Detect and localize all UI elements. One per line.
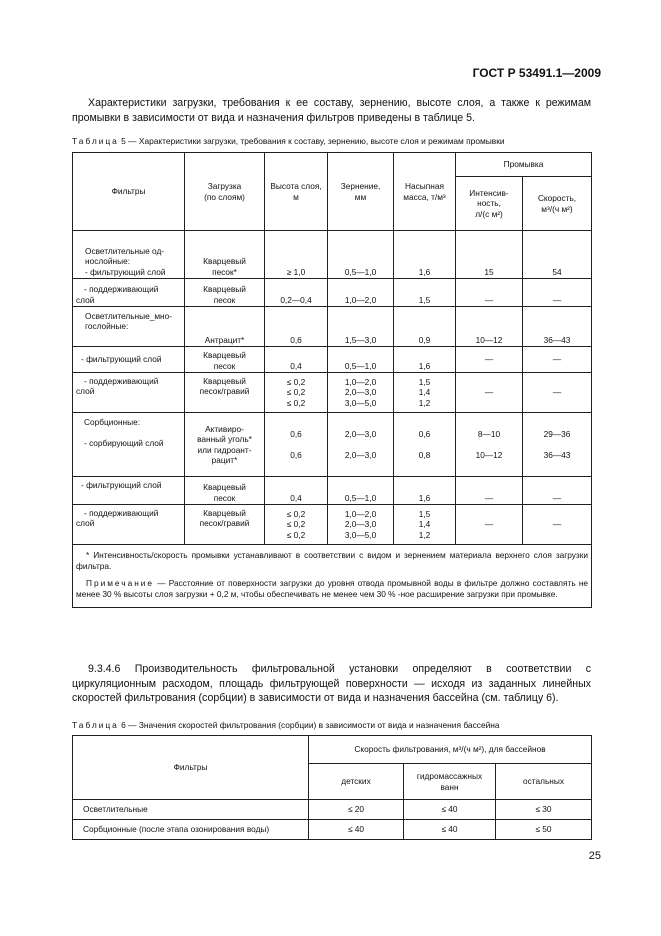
table-row: Осветлительные ≤ 20 ≤ 40 ≤ 30 [73,800,592,820]
table5-footnote: * Интенсивность/скорость промывки устанавливают в соответствии с видом и зернением материала верхнего слоя загрузки фильтра. [76,550,589,571]
page-number: 25 [588,850,601,862]
th-bulk: Насыпная масса, т/м³ [394,153,456,231]
th-speed: Скорость, м³/(ч м²) [523,177,592,231]
table5-notes-row [73,545,592,608]
table6-caption [72,720,500,730]
th6-kids: детских [309,764,404,800]
table-row: Осветлительные_мно- гослойные: Антрацит* 0,6 1,5—3,0 0,9 10—12 36—43 [73,307,592,347]
th6-filters: Фильтры [73,736,309,800]
th-grain: Зернение, мм [328,153,394,231]
th6-hydro: гидромассажных ванн [404,764,496,800]
table5-caption [72,136,505,146]
th-height: Высота слоя, м [265,153,328,231]
table-row: - поддерживающий слой Кварцевый песок/гравий ≤ 0,2 ≤ 0,2 ≤ 0,2 1,0—2,0 2,0—3,0 3,0—5,0 1,5 1,4 1,2 — — [73,505,592,545]
th6-other: остальных [496,764,592,800]
th-filters: Фильтры [73,153,185,231]
th-intensity: Интенсив- ность, л/(с м²) [456,177,523,231]
table5-note: Примечание — Расстояние от поверхности загрузки до уровня отвода промывной воды в фильтре должно составлять не менее 30 % высоты слоя загрузки + 0,2 м, чтобы обеспечивать не менее чем 30 % -ное расширение загрузки при промывке. [76,578,589,599]
th-load: Загрузка (по слоям) [185,153,265,231]
table-row: - поддерживающий слой Кварцевый песок/гравий ≤ 0,2 ≤ 0,2 ≤ 0,2 1,0—2,0 2,0—3,0 3,0—5,0 1,5 1,4 1,2 — — [73,373,592,413]
table-row: - поддерживающий слой Кварцевый песок 0,2—0,4 1,0—2,0 1,5 — — [73,279,592,307]
table-row: - фильтрующий слой Кварцевый песок 0,4 0,5—1,0 1,6 — — [73,347,592,373]
table5-caption-text: 5 — Характеристики загрузки, требования к составу, зернению, высоте слоя и режимам промывки [121,136,505,146]
table6-caption-label: Таблица [72,720,119,730]
table-6 [72,735,592,840]
table-row: - фильтрующий слой Кварцевый песок 0,4 0,5—1,0 1,6 — — [73,477,592,505]
table-row: Сорбционные: - сорбирующий слой Активиро- ванный уголь* или гидроант- рацит* 0,6 0,6 2,0—3,0 2,0—3,0 0,6 0,8 8—10 10—12 29—36 36—43 [73,413,592,477]
table5-caption-label: Таблица [72,136,119,146]
table6-caption-text: 6 — Значения скоростей фильтрования (сорбции) в зависимости от вида и назначения бассейна [121,720,500,730]
th6-speed: Скорость фильтрования, м³/(ч м²), для бассейнов [309,736,592,764]
document-id: ГОСТ Р 53491.1—2009 [472,66,601,80]
intro-paragraph: Характеристики загрузки, требования к ее составу, зернению, высоте слоя, а также к режимам промывки в зависимости от вида и назначения фильтров приведены в таблице 5. [72,97,591,124]
table-5 [72,152,592,608]
section-9-3-4-6: 9.3.4.6 Производительность фильтровальной установки определяют в соответствии с циркуляционным расходом, площадь фильтрующей поверхности — исходя из заданных линейных скоростей фильтрования (сорбции) в зависимости от вида и назначения бассейна (см. таблицу 6). [72,663,591,704]
th-wash: Промывка [456,153,592,177]
table-row: Сорбционные (после этапа озонирования воды) ≤ 40 ≤ 40 ≤ 50 [73,820,592,840]
table-row: Осветлительные од- нослойные: - фильтрующий слой Кварцевый песок* ≥ 1,0 0,5—1,0 1,6 15 54 [73,231,592,279]
